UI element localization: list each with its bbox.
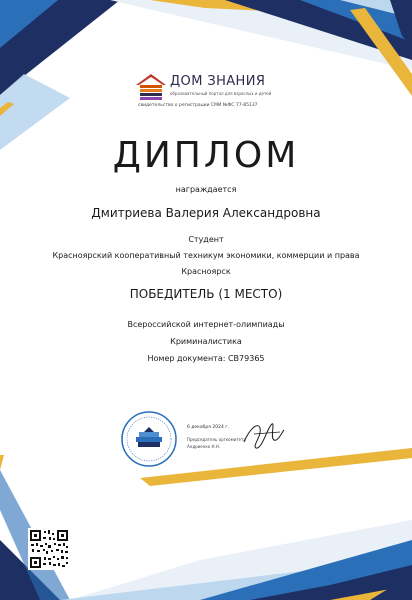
logo-registration: свидетельство о регистрации СМИ №ФС 77-85137	[138, 103, 258, 108]
recipient-role: Студент	[188, 235, 224, 244]
organization: Красноярский кооперативный техникум экономики, коммерции и права	[52, 251, 360, 260]
city: Красноярск	[181, 267, 231, 276]
logo	[134, 73, 284, 117]
house-logo-icon	[134, 73, 168, 101]
recipient-name: Дмитриева Валерия Александровна	[91, 206, 321, 220]
books-seal-icon	[120, 410, 178, 468]
signer-role: Председатель оргкомитета	[187, 437, 246, 442]
document-number: Номер документа: CB79365	[147, 354, 265, 363]
signer-name: Андриенко Н.Н.	[187, 444, 221, 449]
diploma-title: ДИПЛОМ	[112, 135, 300, 176]
issue-date: 6 декабря 2024 г.	[187, 425, 230, 430]
event-name: Всероссийской интернет-олимпиады	[127, 320, 285, 329]
logo-name: ДОМ ЗНАНИЯ	[170, 74, 266, 89]
awarded-label: награждается	[175, 185, 237, 194]
signature-icon	[240, 418, 286, 452]
qr-code-icon	[28, 528, 70, 570]
subject: Криминалистика	[170, 337, 242, 346]
award-place: ПОБЕДИТЕЛЬ (1 МЕСТО)	[129, 287, 283, 301]
logo-tagline: образовательный портал для взрослых и детей	[170, 91, 272, 96]
